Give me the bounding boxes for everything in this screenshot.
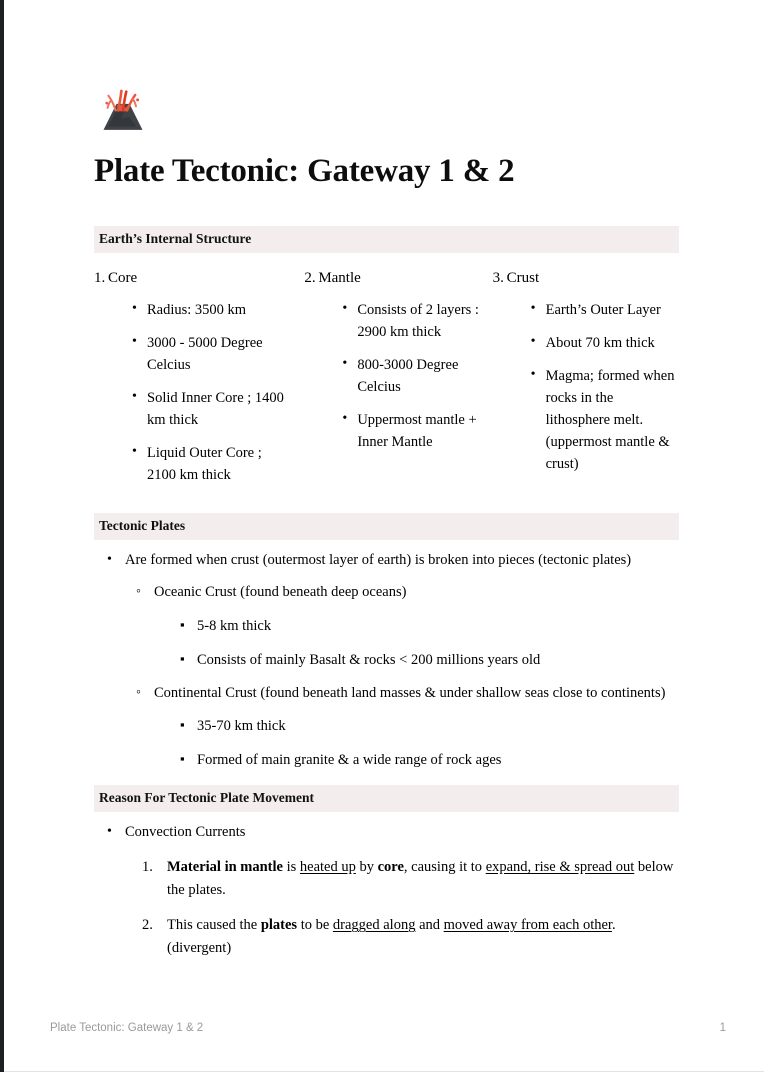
footer-title: Plate Tectonic: Gateway 1 & 2 <box>50 1022 204 1034</box>
list-item: ▪ 35-70 km thick <box>180 716 680 738</box>
three-column-list <box>94 269 680 497</box>
list-item: • Are formed when crust (outermost layer of earth) is broken into pieces (tectonic plates) <box>107 550 680 572</box>
list-item: • 3000 - 5000 Degree Celcius <box>132 332 289 376</box>
list-item: • Magma; formed when rocks in the lithosphere melt. (uppermost mantle & crust) <box>531 365 680 475</box>
list-item: • Earth’s Outer Layer <box>531 299 680 321</box>
numbered-list-item <box>142 856 680 901</box>
list-item: • Radius: 3500 km <box>132 299 289 321</box>
list-item: ▪ Formed of main granite & a wide range of rock ages <box>180 750 680 772</box>
movement-numbered-list <box>94 856 680 959</box>
column-core-items <box>94 299 289 486</box>
list-item: • About 70 km thick <box>531 332 680 354</box>
list-item: ◦ Oceanic Crust (found beneath deep oceans) <box>136 582 680 604</box>
numbered-item-text: This caused the plates to be dragged along and moved away from each other. (divergent) <box>167 917 616 956</box>
column-crust-items <box>493 299 680 475</box>
column-mantle-heading <box>304 269 484 288</box>
list-number: 2. <box>142 917 153 934</box>
continental-crust-items <box>94 716 680 772</box>
list-item: ◦ Continental Crust (found beneath land masses & under shallow seas close to continents) <box>136 683 680 705</box>
list-item: • Liquid Outer Core ; 2100 km thick <box>132 442 289 486</box>
list-number: 1. <box>94 269 106 286</box>
list-item: • Consists of 2 layers : 2900 km thick <box>342 299 484 343</box>
column-core-title: Core <box>108 269 138 286</box>
column-core-heading <box>94 269 289 288</box>
section-heading-reason-for-movement: Reason For Tectonic Plate Movement <box>94 785 679 812</box>
list-number: 2. <box>304 269 316 286</box>
column-crust <box>485 269 680 497</box>
list-number: 3. <box>492 269 504 286</box>
list-item: ▪ Consists of mainly Basalt & rocks < 200 millions years old <box>180 650 680 672</box>
oceanic-crust-group <box>94 582 680 604</box>
oceanic-crust-items <box>94 616 680 672</box>
list-item: • 800-3000 Degree Celcius <box>342 354 484 398</box>
column-crust-title: Crust <box>506 269 540 286</box>
list-number: 1. <box>142 859 153 876</box>
list-item: • Convection Currents <box>107 822 680 844</box>
list-item: • Uppermost mantle + Inner Mantle <box>342 409 484 453</box>
list-item: • Solid Inner Core ; 1400 km thick <box>132 387 289 431</box>
column-mantle-items <box>304 299 484 453</box>
column-crust-heading <box>493 269 680 288</box>
page-content <box>94 0 680 959</box>
column-mantle-title: Mantle <box>318 269 361 286</box>
numbered-item-text: Material in mantle is heated up by core, causing it to expand, rise & spread out below the plates. <box>167 859 674 898</box>
list-item: ▪ 5-8 km thick <box>180 616 680 638</box>
footer-page-number: 1 <box>719 1022 726 1034</box>
convection-currents-bullet <box>94 822 680 844</box>
column-core <box>94 269 289 497</box>
tectonic-plates-bullets <box>94 550 680 572</box>
document-page <box>4 0 764 1072</box>
volcano-icon <box>94 86 152 138</box>
numbered-list-item <box>142 914 680 959</box>
section-heading-earth-internal-structure: Earth’s Internal Structure <box>94 226 679 253</box>
volcano-icon-container <box>94 86 680 144</box>
page-footer <box>50 1022 726 1034</box>
continental-crust-group <box>94 683 680 705</box>
page-title: Plate Tectonic: Gateway 1 & 2 <box>94 153 515 189</box>
column-mantle <box>289 269 484 497</box>
section-heading-tectonic-plates: Tectonic Plates <box>94 513 679 540</box>
